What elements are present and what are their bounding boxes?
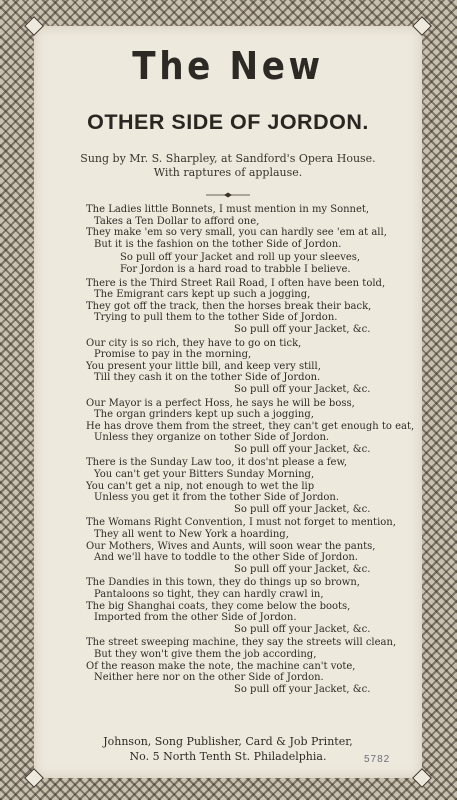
verse-line: Pantaloons so tight, they can hardly crawl in, <box>94 589 324 600</box>
refrain-line: So pull off your Jacket, &c. <box>234 443 371 455</box>
verse-line: But it is the fashion on the tother Side of Jordon. <box>94 238 342 250</box>
verse-line: Promise to pay in the morning, <box>94 349 252 361</box>
verse-line: They all went to New York a hoarding, <box>94 529 289 541</box>
verse-line: You present your little bill, and keep very still, <box>86 360 321 372</box>
subtitle <box>34 152 422 180</box>
verse-line: He has drove them from the street, they can't get enough to eat, <box>86 420 415 432</box>
verse-line: Our Mothers, Wives and Aunts, will soon wear the pants, <box>86 540 376 552</box>
stanza <box>86 278 411 336</box>
verse-line: Neither here nor on the other Side of Jordon. <box>94 672 324 684</box>
imprint-line-2: No. 5 North Tenth St. Philadelphia. <box>129 750 327 763</box>
refrain-line: So pull off your Jacket, &c. <box>234 563 371 575</box>
verse-line: The big Shanghai coats, they come below the boots, <box>86 600 351 612</box>
verse-line: And we'll have to toddle to the other Side of Jordon. <box>94 552 358 564</box>
refrain-line: So pull off your Jacket, &c. <box>234 323 371 335</box>
stanza <box>86 204 411 250</box>
ornamental-divider <box>204 192 252 198</box>
verse-line: Takes a Ten Dollar to afford one, <box>94 215 260 227</box>
refrain-line: So pull off your Jacket, &c. <box>234 503 371 515</box>
verse-line: The Dandies in this town, they do things up so brown, <box>86 577 360 589</box>
refrain-line: So pull off your Jacket, &c. <box>234 383 371 395</box>
stanza <box>86 577 411 635</box>
verse-line: You can't get a nip, not enough to wet the lip <box>86 480 315 492</box>
broadside-page <box>34 26 422 778</box>
verse-line: The Emigrant cars kept up such a jogging, <box>94 289 311 301</box>
verse-line: But they won't give them the job according, <box>94 648 317 660</box>
verse-line: They make 'em so very small, you can hardly see 'em at all, <box>86 227 387 239</box>
verse-line: Our Mayor is a perfect Hoss, he says he will be boss, <box>86 397 355 409</box>
verse-line: Trying to pull them to the tother Side of Jordon. <box>94 312 338 324</box>
verse-line: There is the Third Street Rail Road, I often have been told, <box>86 277 386 289</box>
stanza <box>86 338 411 396</box>
subtitle-line-2: With raptures of applause. <box>153 166 303 179</box>
song-verses <box>86 204 415 697</box>
imprint-line-1: Johnson, Song Publisher, Card & Job Printer, <box>103 735 353 748</box>
verse-line: There is the Sunday Law too, it dos'nt please a few, <box>86 457 348 469</box>
verse-line: The Womans Right Convention, I must not forget to mention, <box>86 517 396 529</box>
catalog-stamp: 5782 <box>364 754 391 765</box>
stanza <box>86 457 411 515</box>
stanza <box>86 517 411 575</box>
stanza <box>86 397 415 456</box>
verse-line: Unless you get it from the tother Side of Jordon. <box>94 492 340 504</box>
verse-line: Unless they organize on tother Side of Jordon. <box>94 432 330 444</box>
verse-line: The Ladies little Bonnets, I must mention in my Sonnet, <box>86 204 370 215</box>
verse-line: The organ grinders kept up such a jogging, <box>94 409 314 421</box>
verse-line: The street sweeping machine, they say the streets will clean, <box>86 637 397 649</box>
chorus <box>86 252 411 275</box>
verse-line: Till they cash it on the tother Side of Jordon. <box>94 372 321 384</box>
stanza <box>86 637 411 695</box>
subtitle-line-1: Sung by Mr. S. Sharpley, at Sandford's Opera House. <box>80 152 376 165</box>
chorus-line: For Jordon is a hard road to trabble I believe. <box>120 263 351 275</box>
verse-line: Our city is so rich, they have to go on tick, <box>86 337 302 349</box>
song-title: OTHER SIDE OF JORDON. <box>87 110 369 134</box>
refrain-line: So pull off your Jacket, &c. <box>234 683 371 695</box>
chorus-line: So pull off your Jacket and roll up your sleeves, <box>120 252 361 264</box>
verse-line: Of the reason make the note, the machine can't vote, <box>86 660 356 672</box>
refrain-line: So pull off your Jacket, &c. <box>234 623 371 635</box>
verse-line: Imported from the other Side of Jordon. <box>94 612 297 624</box>
verse-line: You can't get your Bitters Sunday Morning, <box>94 469 315 481</box>
title-top: The New <box>132 44 324 88</box>
verse-line: They got off the track, then the horses break their back, <box>86 300 372 312</box>
